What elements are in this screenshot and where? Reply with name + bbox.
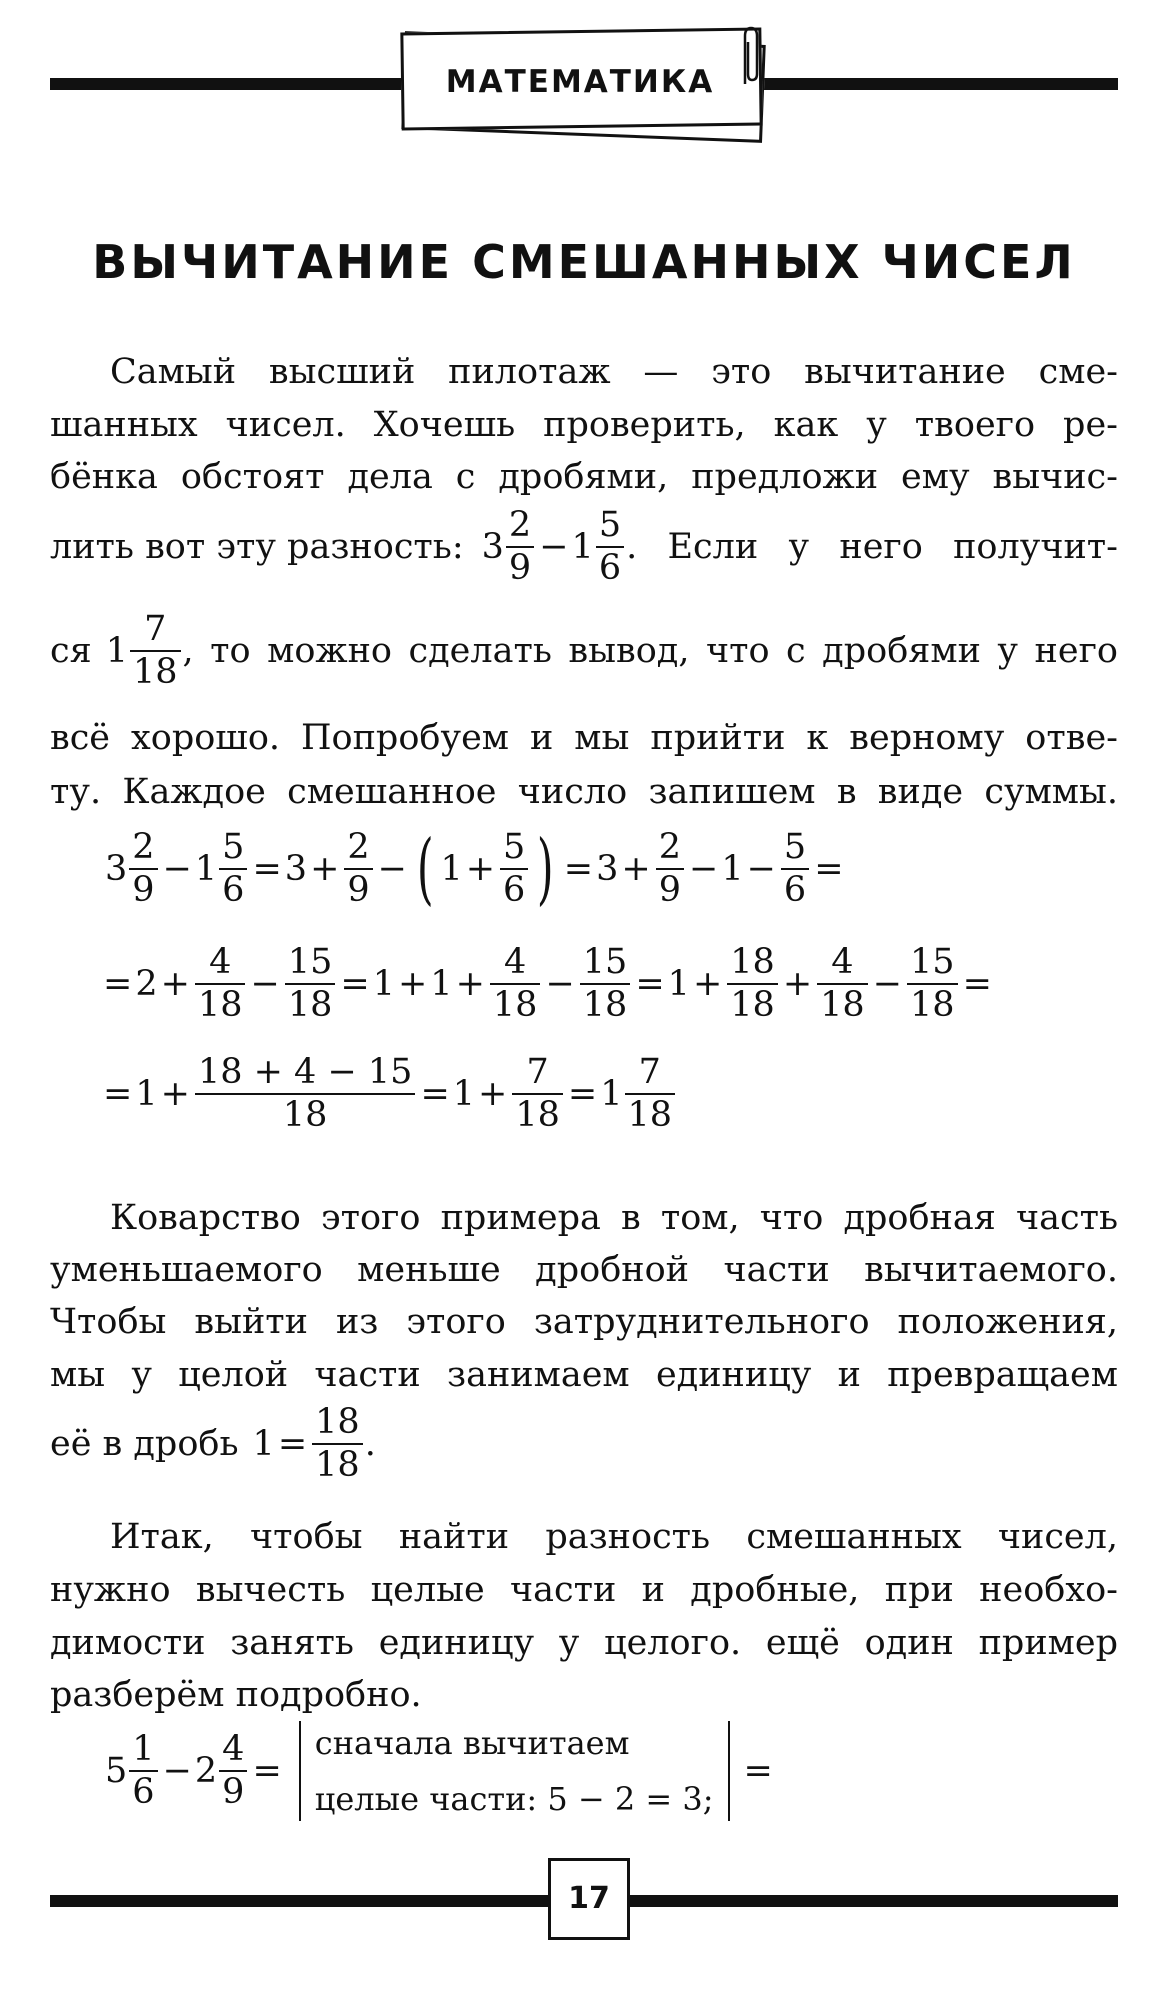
fraction: $\frac{5}{6}$ [596, 508, 624, 586]
math-row-1: 3 $\frac{2}{9}$ − 1 $\frac{5}{6}$ = 3 + $\frac{2}{9}$ − ( 1 + $\frac{5}{6}$ ) = 3 + $\frac{2}{9}$ − 1 − $\frac{5}{6}$ = [105, 824, 844, 914]
minus-sign: − [539, 527, 569, 567]
note-line2: целые части: 5 − 2 = 3; [314, 1780, 714, 1818]
para1-line7: ту. Каждое смешанное число запишем в виде суммы. [50, 772, 1118, 812]
para1-line6: всё хорошо. Попробуем и мы прийти к верному отве- [50, 718, 1118, 758]
para2-line4: мы у целой части занимаем единицу и превращаем [50, 1355, 1118, 1395]
para1-line3: бёнка обстоят дела с дробями, предложи ему вычис- [50, 457, 1118, 497]
section-title: МАТЕМАТИКА [445, 64, 715, 100]
page-number: 17 [568, 1881, 610, 1916]
para3-line2: нужно вычесть целые части и дробные, при необхо- [50, 1570, 1118, 1610]
page-title: ВЫЧИТАНИЕ СМЕШАННЫХ ЧИСЕЛ [92, 235, 1076, 289]
note-line1: сначала вычитаем [314, 1724, 630, 1762]
example2-note [315, 1715, 714, 1827]
math-row-3: = 1 + $\frac{18 + 4 - 15}{18}$ = 1 + $\frac{7}{18}$ = 1 $\frac{7}{18}$ [100, 1055, 677, 1133]
para1-line4 [50, 505, 1118, 588]
vertical-divider [299, 1721, 301, 1821]
period: . [364, 1424, 376, 1464]
vertical-divider [728, 1721, 730, 1821]
para2-line1: Коварство этого примера в том, что дробная часть [110, 1198, 1118, 1238]
expr-mixed-3-2-9: 3 [481, 527, 504, 567]
fraction: $\frac{18}{18}$ [312, 1405, 363, 1483]
para1-line4-tail: . Если у него получит- [626, 527, 1118, 567]
para1-line2: шанных чисел. Хочешь проверить, как у твоего ре- [50, 405, 1118, 445]
para2-line3: Чтобы выйти из этого затруднительного положения, [50, 1302, 1118, 1342]
page-number-box [548, 1858, 630, 1940]
para3-line4: разберём подробно. [50, 1675, 422, 1715]
para3-line1: Итак, чтобы найти разность смешанных чисел, [110, 1517, 1118, 1557]
para2-line5: её в дробь 1 = $\frac{18}{18}$ . [50, 1402, 376, 1485]
para3-line3: димости занять единицу у целого. ещё один пример [50, 1623, 1118, 1663]
paperclip-icon [737, 24, 765, 94]
header-label-box [395, 30, 770, 140]
answer-mixed: 1 [105, 631, 128, 671]
fraction: $\frac{2}{9}$ [506, 508, 534, 586]
example2-row: 5 $\frac{1}{6}$ − 2 $\frac{4}{9}$ = сначала вычитаем целые части: 5 − 2 = 3; = [105, 1715, 776, 1827]
para2-line2: уменьшаемого меньше дробной части вычитаемого. [50, 1250, 1118, 1290]
para1-line5-tail: , то можно сделать вывод, что с дробями у него [182, 631, 1118, 671]
fraction: $\frac{7}{18}$ [130, 612, 181, 690]
para1-line1: Самый высший пилотаж — это вычитание сме- [110, 352, 1118, 392]
expr-mixed-1-5-6: 1 [571, 527, 594, 567]
para2-line5-text: её в дробь [50, 1424, 239, 1464]
math-row-2: = 2 + $\frac{4}{18}$ − $\frac{15}{18}$ = 1 + 1 + $\frac{4}{18}$ − $\frac{15}{18}$ = 1 + $\frac{18}{18}$ + $\frac{4}{18}$ − $\frac{15}{18}$ = [103, 942, 992, 1025]
para1-line5 [50, 609, 1118, 692]
para1-line5-text: ся [50, 631, 92, 671]
para1-line4-text: лить вот эту разность: [50, 527, 464, 567]
